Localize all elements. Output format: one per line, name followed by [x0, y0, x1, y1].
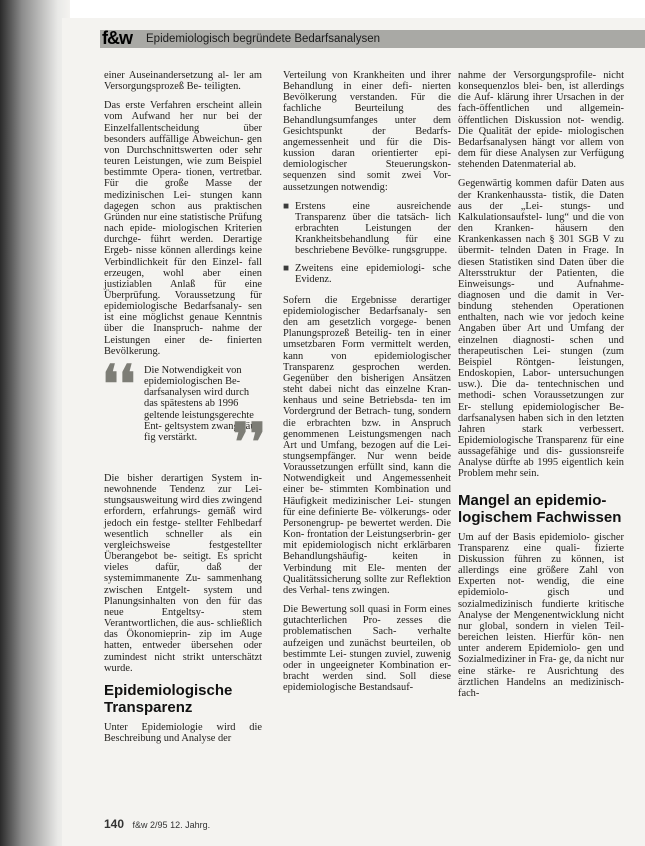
text-column-3 [458, 70, 624, 707]
bullet-text: Erstens eine ausreichende Transparenz über die tatsäch- lich erbrachten Leistungen der Krankheitsbehandlung für eine beschriebene Bevölke- rungsgruppe. [295, 200, 451, 257]
fw-logo: f&w [102, 28, 132, 48]
bullet-icon: ■ [283, 200, 290, 212]
paragraph: nahme der Versorgungsprofile- nicht konsequenzlos blei- ben, ist allerdings die Auf- klärung ihrer Ursachen in der fach-öffentlichen und allgemein- öffentlichen Diskussion not- wendig. Die Qualität der epide- miologischen Bedarfsanalysen hängt vor allem von dem für diese Analysen zur Verfügung stehenden Datenmaterial ab. [458, 70, 624, 171]
paragraph: Die bisher derartigen System in- newohnende Tendenz zur Lei- stungsausweitung wird dies zwingend erfordern, erfahrungs- gemäß wird jedoch ein festge- stellter Fehlbedarf wesentlich schneller als ein vergleichsweise festgestellter Überangebot be- seitigt. Es spricht vieles dafür, daß der systemimmanente Zu- sammenhang zwischen Entgelt- system und Planungsinhalten von den für das neue Entgeltsy- stem Verantwortlichen, die aus- schließlich das Ökonomieprin- zip im Auge hatten, entweder übersehen oder zumindest nicht strikt unterschätzt wurde. [104, 473, 262, 674]
paragraph: Unter Epidemiologie wird die Beschreibung und Analyse der [104, 721, 262, 744]
running-head-title: Epidemiologisch begründete Bedarfsanalysen [146, 33, 380, 45]
page-footer [104, 818, 210, 831]
scan-edge-shadow [0, 0, 70, 846]
paragraph: einer Auseinandersetzung al- ler am Versorgungsprozeß Be- teiligten. [104, 70, 262, 93]
page-number: 140 [104, 817, 125, 831]
open-quote-icon: ❛❛ [102, 353, 136, 415]
paragraph: Sofern die Ergebnisse derartiger epidemiologischer Bedarfsanaly- sen den am gesetzlich vorgege- benen Planungsprozeß Beteilig- ten in einer umsetzbaren Form vermittelt werden, kann von epidemiologischer Transparenz gesprochen werden. Gegenüber den bisherigen Ansätzen steht dabei nicht das einzelne Kran- kenhaus und seine Betriebsda- ten im Vordergrund der Betrach- tung, sondern die erbrachten bzw. in Anspruch genommenen Leistungsmengen nach Art und Umfang, bezogen auf die Lei- stungsempfänger. Nur wenn beide Voraussetzungen erfüllt sind, kann die Notwendigkeit und Angemessenheit einer be- stimmten Kombination und Häufigkeit medizinischer Lei- stungen für eine definierte Be- völkerungs- oder Personengrup- pe bewertet werden. Die Kon- frontation der Leistungserbrin- ger mit epidemiologisch nicht erklärbaren Behandlungshäufig- keiten in Verbindung mit Ele- menten der Qualitätssicherung sollte zur Reflektion des Verhal- tens zwingen. [283, 294, 451, 596]
text-column-1 [102, 70, 266, 752]
pull-quote [102, 353, 266, 473]
close-quote-icon: ❜❜ [232, 412, 266, 473]
bullet-item [283, 201, 451, 257]
paragraph: Die Bewertung soll quasi in Form eines gutachterlichen Pro- zesses die problematischen Sach- verhalte aufzeigen und zunächst beurteilen, ob bestimmte Lei- stungen zuviel, zuwenig oder in ungeeigneter Kombination er- bracht werden sind. Soll diese epidemiologische Bestandsauf- [283, 604, 451, 694]
paragraph: Das erste Verfahren erscheint allein vom Aufwand her nur bei der Einzelfallentscheidung über besonders auffällige Abweichun- gen von Durchschnittswerten oder sehr teuren Leistungen, wie zum Beispiel bestimmte Opera- tionen, vertretbar. Für die große Masse der medizinischen Lei- stungen kann dagegen schon aus praktischen Gründen nur eine statistische Prüfung nach epide- miologischen Kriterien durchge- führt werden. Derartige Ergeb- nisse können allerdings keine Verbindlichkeit für den Einzel- fall erzeugen, wohl aber einen justiziablen Anlaß für eine Überprüfung. Voraussetzung für epidemiologische Bedarfsanaly- sen ist eine möglichst genaue Kenntnis über die Inanspruch- nahme der Leistungen einer de- finierten Bevölkerung. [104, 100, 262, 357]
paragraph: Verteilung von Krankheiten und ihrer Behandlung in einer defi- nierten Bevölkerung verstanden. Für die fachliche Beurteilung des Behandlungsumfanges unter dem Gesichtspunkt der Bedarfs- angemessenheit und für die Dis- kussion daran orientierter epi- demiologischer Steuerungskon- sequenzen sind somit zwei Vor- aussetzungen notwendig: [283, 70, 451, 193]
section-heading: Epidemiologische Transparenz [104, 681, 233, 716]
section-heading: Mangel an epidemio- logischem Fachwissen [458, 491, 622, 526]
bullet-text: Zweitens eine epidemiologi- sche Evidenz. [295, 262, 451, 285]
paragraph: Gegenwärtig kommen dafür Daten aus der Krankenhaussta- tistik, die Daten aus der „Lei- stungs- und Kalkulationsaufstel- lung“ und die von den Kranken- häusern den Krankenkassen nach § 301 SGB V zu übermit- telnden Daten in Frage. In diesen Statistiken sind Daten über die Altersstruktur der Patienten, die Einweisungs- und Aufnahme- diagnosen und die damit in Ver- bindung stehenden Operationen enthalten, nach wie vor jedoch keine Angaben über Art und Umfang der einzelnen diagnosti- schen und therapeutischen Lei- stungen (zum Beispiel Röntgen- leistungen, Endoskopien, Labor- untersuchungen usw.). Die da- tentechnischen und methodi- schen Voraussetzungen zur Er- stellung epidemiologischer Be- darfsanalysen haben sich in den letzten Jahren stark verbessert. Epidemiologische Transparenz für eine aussagefähige und dis- gussionsreife Analyse dürfte ab 1995 eigentlich kein Problem mehr sein. [458, 178, 624, 480]
text-column-2 [283, 70, 451, 701]
bullet-item [283, 263, 451, 285]
bullet-icon: ■ [283, 262, 290, 274]
pull-quote-text: Die Notwendigkeit von epidemiologischen Be- darfsanalysen wird durch das spätestens ab 1996 geltende leistungsgerechte Ent- geltsystem zwangsläu- fig verstärkt. [144, 364, 259, 443]
issue-info: f&w 2/95 12. Jahrg. [132, 820, 211, 830]
paragraph: Um auf der Basis epidemiolo- gischer Transparenz eine quali- fizierte Diskussion führen zu können, ist allerdings eine größere Zahl von Experten not- wendig, die eine epidemiolo- gisch und sozialmedizinisch fundierte kritische Analyse der Mengenentwicklung nicht nur global, sondern in vielen Teil- bereichen leisten. Hierfür kön- nen unter anderem Epidemiolo- gen und Sozialmediziner in Fra- ge, da nicht nur eine stärke- re Ausrichtung des ärztlichen Handelns an medizinisch-fach- [458, 531, 624, 699]
